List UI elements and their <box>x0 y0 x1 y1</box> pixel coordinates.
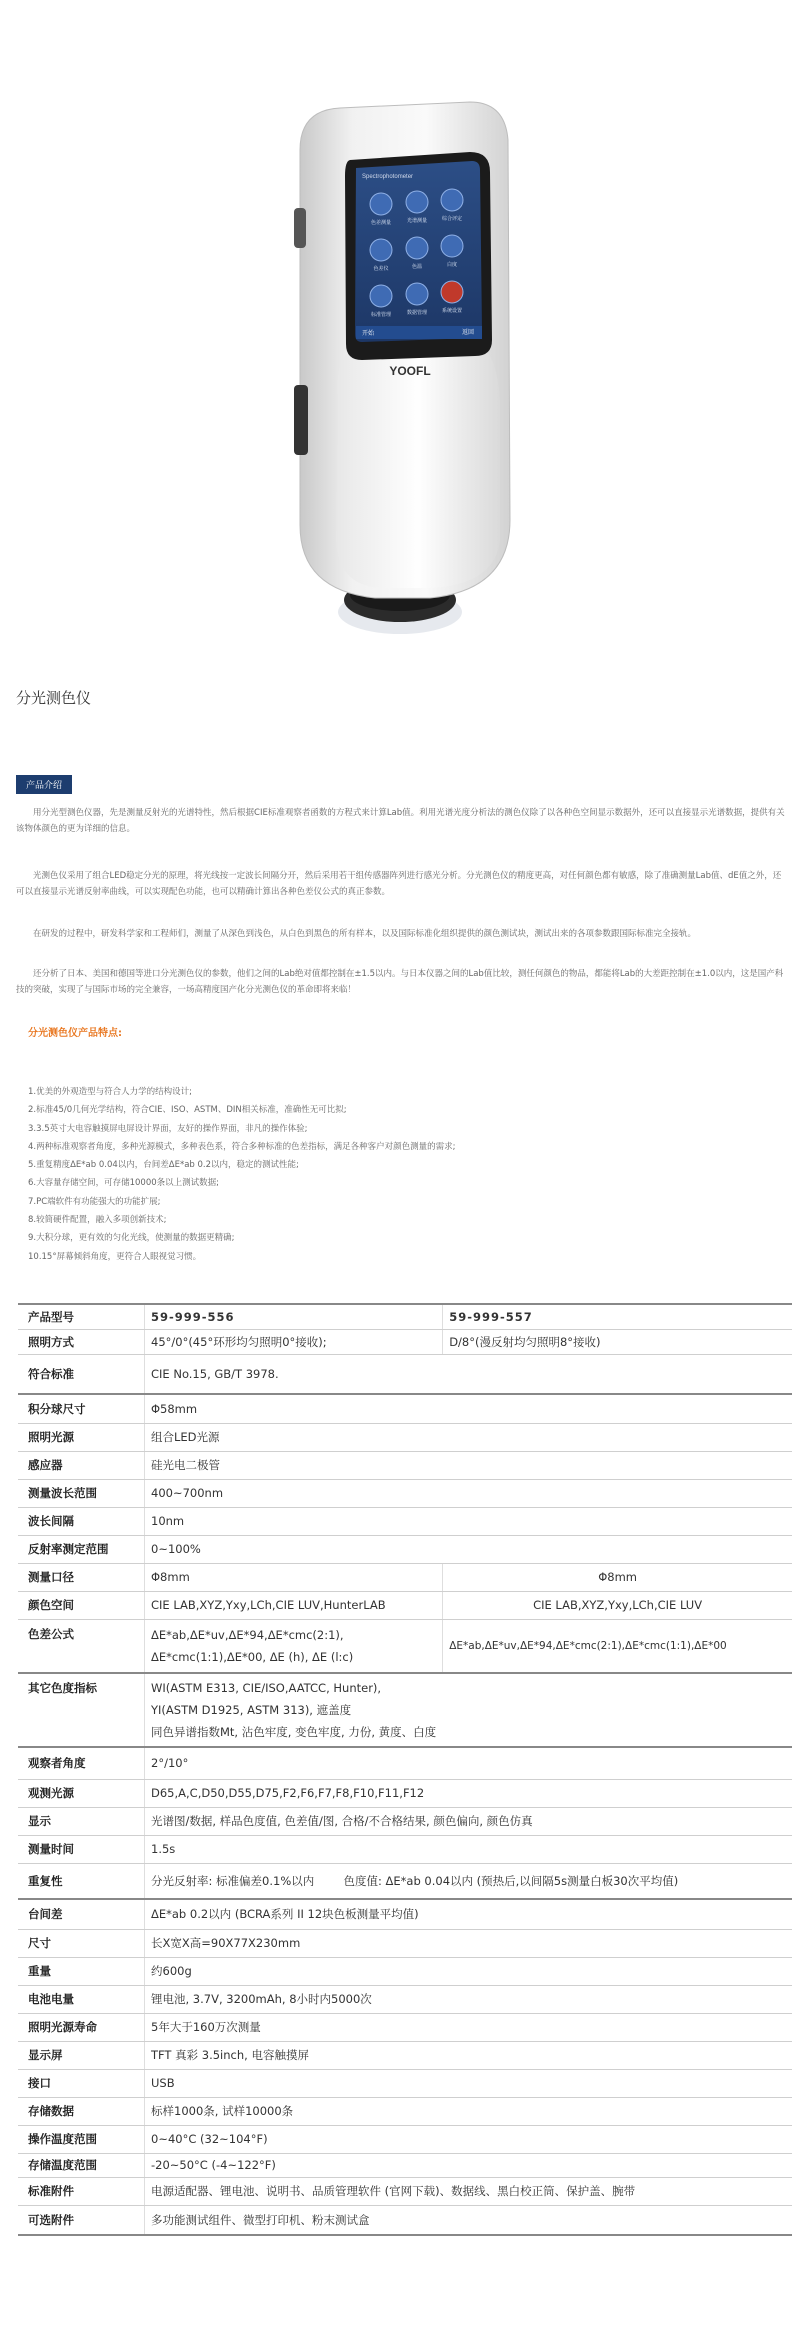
screen-start-button: 开始 <box>362 331 375 337</box>
table-row <box>18 2153 792 2177</box>
spec-value: 10nm <box>145 1507 793 1535</box>
intro-paragraph: 在研发的过程中，研发科学家和工程师们，测量了从深色到浅色，从白色到黑色的所有样本，以及国际标准化组织提供的颜色测试块，测试出来的各项参数跟国际标准完全接轨。 <box>33 929 697 939</box>
spec-label: 可选附件 <box>18 2205 145 2235</box>
spec-value: D/8°(漫反射均匀照明8°接收) <box>443 1329 792 1354</box>
table-row <box>18 1807 792 1835</box>
spec-value: Φ8mm <box>145 1563 443 1591</box>
spec-label: 电池电量 <box>18 1985 145 2013</box>
brand-logo: YOOFL <box>389 364 431 378</box>
table-row <box>18 1929 792 1957</box>
screen-icon-label: 标准管理 <box>370 312 392 318</box>
spec-label: 积分球尺寸 <box>18 1394 145 1423</box>
screen-icon-label: 系统设置 <box>441 308 463 314</box>
spec-value: 锂电池, 3.7V, 3200mAh, 8小时内5000次 <box>145 1985 793 2013</box>
spec-value: CIE LAB,XYZ,Yxy,LCh,CIE LUV,HunterLAB <box>145 1591 443 1619</box>
spec-value: 59-999-556 <box>145 1304 443 1329</box>
screen-icon-label: 白度 <box>446 262 458 268</box>
page-title: 分光测色仪 <box>16 689 92 707</box>
table-row <box>18 1535 792 1563</box>
spec-label: 波长间隔 <box>18 1507 145 1535</box>
spec-label: 观测光源 <box>18 1779 145 1807</box>
screen-icon-label: 色差测量 <box>370 220 392 226</box>
screen-icon-label: 色差仪 <box>373 266 389 272</box>
spec-value: 1.5s <box>145 1835 793 1863</box>
spec-value: ΔE*ab 0.2以内 (BCRA系列 II 12块色板测量平均值) <box>145 1899 793 1929</box>
spec-value: USB <box>145 2069 793 2097</box>
spec-value: 硅光电二极管 <box>145 1451 793 1479</box>
spec-label: 照明光源 <box>18 1423 145 1451</box>
table-row <box>18 1957 792 1985</box>
spec-value: WI(ASTM E313, CIE/ISO,AATCC, Hunter), YI(ASTM D1925, ASTM 313), 遮盖度 同色异谱指数Mt, 沾色牢度, 变色牢度, 力份, 黄度、白度 <box>145 1673 793 1747</box>
table-row <box>18 1619 792 1673</box>
intro-paragraph: 光测色仪采用了组合LED稳定分光的原理，将光线按一定波长间隔分开，然后采用若干组传感器阵列进行感光分析。分光测色仪的精度更高，对任何颜色都有敏感，除了准确测量Lab值、dE值之外，还可以直接显示光谱反射率曲线，可以实现配色功能，也可以精确计算出各种色差仪公式的真正参数。 <box>16 871 782 897</box>
spec-label: 反射率测定范围 <box>18 1535 145 1563</box>
table-row <box>18 1329 792 1354</box>
table-row <box>18 1899 792 1929</box>
feature-item: 7.PC端软件有功能强大的功能扩展; <box>28 1196 161 1207</box>
spec-value: -20~50°C (-4~122°F) <box>145 2153 793 2177</box>
spec-value: D65,A,C,D50,D55,D75,F2,F6,F7,F8,F10,F11,F12 <box>145 1779 793 1807</box>
screen-title: Spectrophotometer <box>362 174 414 180</box>
table-row <box>18 1747 792 1779</box>
feature-item: 5.重复精度ΔE*ab 0.04以内，台间差ΔE*ab 0.2以内，稳定的测试性能; <box>28 1160 299 1171</box>
product-photo <box>0 0 800 660</box>
spec-label: 重量 <box>18 1957 145 1985</box>
spec-label: 台间差 <box>18 1899 145 1929</box>
table-row <box>18 1354 792 1394</box>
spec-label: 色差公式 <box>18 1619 145 1673</box>
table-row <box>18 2125 792 2153</box>
screen-icon-label: 数据管理 <box>406 310 428 316</box>
spec-label: 测量波长范围 <box>18 1479 145 1507</box>
spec-label: 存储数据 <box>18 2097 145 2125</box>
spec-value: 组合LED光源 <box>145 1423 793 1451</box>
table-row <box>18 1835 792 1863</box>
spec-value: 多功能测试组件、微型打印机、粉末测试盒 <box>145 2205 793 2235</box>
table-row <box>18 2205 792 2235</box>
spec-value: 标样1000条, 试样10000条 <box>145 2097 793 2125</box>
spec-value: 电源适配器、锂电池、说明书、品质管理软件 (官网下载)、数据线、黑白校正筒、保护盖、腕带 <box>145 2177 793 2205</box>
table-row <box>18 1394 792 1423</box>
feature-item: 3.3.5英寸大电容触摸屏电屏设计界面，友好的操作界面，非凡的操作体验; <box>28 1123 308 1134</box>
intro-paragraph: 用分光型测色仪器，先是测量反射光的光谱特性，然后根据CIE标准观察者函数的方程式来计算Lab值。利用光谱光度分析法的测色仪除了以各种色空间显示数据外，还可以直接显示光谱数据，提供有关该物体颜色的更为详细的信息。 <box>16 808 785 834</box>
spec-label: 符合标准 <box>18 1354 145 1394</box>
table-row <box>18 2177 792 2205</box>
spec-label: 显示 <box>18 1807 145 1835</box>
feature-item: 2.标准45/0几何光学结构，符合CIE、ISO、ASTM、DIN相关标准，准确性无可比拟; <box>28 1105 347 1116</box>
screen-icon-label: 综合评定 <box>441 216 463 222</box>
spec-value: Φ58mm <box>145 1394 793 1423</box>
spec-label: 颜色空间 <box>18 1591 145 1619</box>
feature-item: 6.大容量存储空间，可存储10000条以上测试数据; <box>28 1178 220 1189</box>
spec-label: 测量时间 <box>18 1835 145 1863</box>
table-row <box>18 1673 792 1747</box>
feature-item: 9.大积分球，更有效的匀化光线，使测量的数据更精确; <box>28 1233 235 1244</box>
spec-value: 光谱图/数据, 样品色度值, 色差值/图, 合格/不合格结果, 颜色偏向, 颜色仿真 <box>145 1807 793 1835</box>
spec-label: 标准附件 <box>18 2177 145 2205</box>
table-row <box>18 1423 792 1451</box>
feature-item: 1.优美的外观造型与符合人力学的结构设计; <box>28 1087 192 1097</box>
spec-value: 45°/0°(45°环形均匀照明0°接收); <box>145 1329 443 1354</box>
table-row <box>18 2097 792 2125</box>
spec-value: ΔE*ab,ΔE*uv,ΔE*94,ΔE*cmc(2:1), ΔE*cmc(1:1),ΔE*00, ΔE (h), ΔE (l:c) <box>145 1619 443 1673</box>
spec-value: TFT 真彩 3.5inch, 电容触摸屏 <box>145 2041 793 2069</box>
spec-value: 0~100% <box>145 1535 793 1563</box>
spec-label: 存储温度范围 <box>18 2153 145 2177</box>
table-row <box>18 1304 792 1329</box>
spec-value: Φ8mm <box>443 1563 792 1591</box>
feature-item: 10.15°屏幕倾斜角度，更符合人眼视觉习惯。 <box>28 1251 202 1262</box>
spec-label: 照明方式 <box>18 1329 145 1354</box>
spec-label: 重复性 <box>18 1863 145 1899</box>
table-row <box>18 1985 792 2013</box>
spec-label: 尺寸 <box>18 1929 145 1957</box>
spec-value: 0~40°C (32~104°F) <box>145 2125 793 2153</box>
spec-label: 产品型号 <box>18 1304 145 1329</box>
spec-value: CIE LAB,XYZ,Yxy,LCh,CIE LUV <box>443 1591 792 1619</box>
section-tag-intro: 产品介绍 <box>16 775 72 794</box>
screen-icon-label: 色温 <box>411 264 423 270</box>
table-row <box>18 1451 792 1479</box>
spec-label: 观察者角度 <box>18 1747 145 1779</box>
table-row <box>18 1507 792 1535</box>
table-row <box>18 1563 792 1591</box>
table-row <box>18 2069 792 2097</box>
spec-label: 其它色度指标 <box>18 1673 145 1747</box>
spectrophotometer-illustration <box>0 0 800 660</box>
spec-value: 59-999-557 <box>443 1304 792 1329</box>
spec-value: 分光反射率: 标准偏差0.1%以内 色度值: ΔE*ab 0.04以内 (预热后,以间隔5s测量白板30次平均值) <box>145 1863 793 1899</box>
feature-list <box>28 1083 455 1266</box>
spec-value: ΔE*ab,ΔE*uv,ΔE*94,ΔE*cmc(2:1),ΔE*cmc(1:1),ΔE*00 <box>443 1619 792 1673</box>
screen-icon-label: 光谱测量 <box>406 218 428 224</box>
screen-back-button: 返回 <box>462 330 475 336</box>
feature-item: 4.两种标准观察者角度，多种光源模式，多种表色系，符合多种标准的色差指标，满足各种客户对颜色测量的需求; <box>28 1141 456 1152</box>
spec-table <box>18 1303 792 2236</box>
spec-value: 约600g <box>145 1957 793 1985</box>
spec-label: 测量口径 <box>18 1563 145 1591</box>
spec-value: 5年大于160万次测量 <box>145 2013 793 2041</box>
spec-label: 操作温度范围 <box>18 2125 145 2153</box>
spec-value: 2°/10° <box>145 1747 793 1779</box>
table-row <box>18 1479 792 1507</box>
spec-label: 照明光源寿命 <box>18 2013 145 2041</box>
table-row <box>18 2041 792 2069</box>
table-row <box>18 1863 792 1899</box>
spec-value: 400~700nm <box>145 1479 793 1507</box>
features-heading: 分光测色仪产品特点: <box>28 1028 122 1039</box>
intro-paragraph: 还分析了日本、美国和德国等进口分光测色仪的参数，他们之间的Lab绝对值都控制在±1.5以内。与日本仪器之间的Lab值比较，测任何颜色的物品，都能将Lab的大差距控制在±1.0以内，这是国产科技的突破，实现了与国际市场的完全兼容，一场高精度国产化分光测色仪的革命即将来临！ <box>16 969 784 995</box>
spec-label: 显示屏 <box>18 2041 145 2069</box>
spec-label: 感应器 <box>18 1451 145 1479</box>
table-row <box>18 1779 792 1807</box>
spec-label: 接口 <box>18 2069 145 2097</box>
table-row <box>18 2013 792 2041</box>
table-row <box>18 1591 792 1619</box>
spec-value: CIE No.15, GB/T 3978. <box>145 1354 793 1394</box>
spec-value: 长X宽X高=90X77X230mm <box>145 1929 793 1957</box>
feature-item: 8.较简硬件配置，融入多项创新技术; <box>28 1215 167 1226</box>
